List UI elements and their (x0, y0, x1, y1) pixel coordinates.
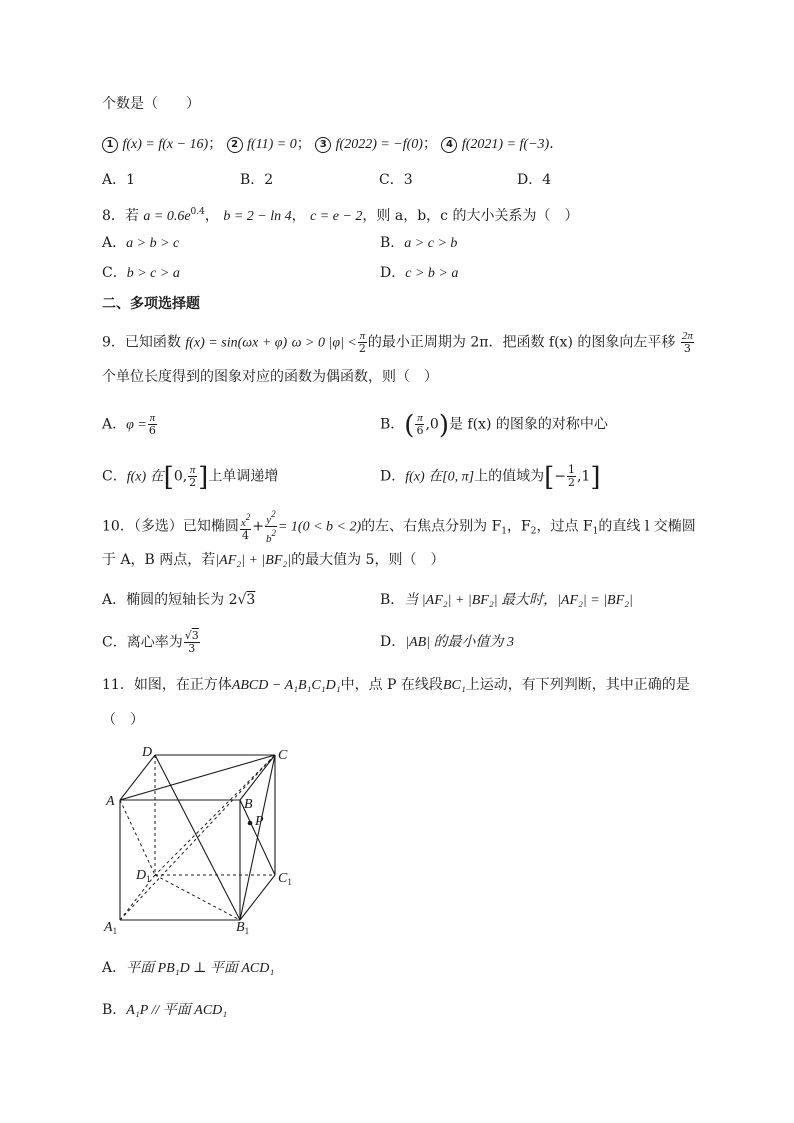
q9-c-text: 上单调递增 (208, 468, 279, 485)
q11-option-b: B．A₁P // 平面 ACD₁ (102, 1002, 228, 1018)
q10-stem: 10．（多选）已知椭圆 $\frac{x^2}{4}$ + $\frac{y^2}{b^2}$ = 1(0 < b < 2)的左、右焦点分别为 $F_1$，$F_2$，过点 $F_1$的直线 l 交椭圆 (102, 509, 696, 545)
q9-c-pre: f(x) 在 (126, 469, 164, 485)
q7-stem-tail: 个数是（ ） (102, 96, 200, 112)
q11-a-text: 平面 PB₁D ⊥ 平面 ACD₁ (126, 961, 275, 976)
label-a: A (106, 794, 115, 809)
separator: ； (422, 136, 437, 152)
q10-text1: 的左、右焦点分别为 F (361, 518, 502, 535)
q10-c-fraction: $\frac{√3}{3}$ (184, 629, 199, 655)
q10-a-text: 椭圆的短轴长为 2 (126, 592, 238, 608)
q8-a-def: a = 0.6e (143, 209, 191, 224)
q9-c-interval: 0, (173, 468, 188, 485)
q9-pi-over-2: $\frac{\pi}{2}$ (358, 330, 366, 355)
diagonal-ac (120, 755, 275, 800)
q9-option-a: A．φ = $\frac{\pi}{6}$ (102, 412, 156, 437)
q8-prefix: 8．若 (102, 208, 139, 224)
q10-a-root: 3 (246, 592, 256, 608)
q9-stem (102, 330, 695, 355)
q10-c-text: 离心率为 (126, 634, 183, 651)
label-a1: $A_1$ (104, 920, 118, 936)
hidden-line-ad1 (120, 800, 155, 875)
q9-stem-line2: 个单位长度得到的图象对应的函数为偶函数，则（ ） (102, 369, 438, 385)
q9-d-interval: [0, π] (442, 469, 475, 485)
q9-option-c: C．f(x) 在[0, $\frac{\pi}{2}$ ]上单调递增 (102, 462, 279, 493)
q10-d-text: |AB| 的最小值为 3 (405, 635, 515, 650)
q7-option-a: A．1 (102, 172, 136, 188)
q9-a-fraction: $\frac{\pi}{6}$ (148, 412, 156, 437)
q8-option-d-text: c > b > a (405, 266, 459, 281)
separator: ； (296, 136, 311, 152)
q9-option-d: D．f(x) 在[0, π]上的值域为[− $\frac{1}{2}$ ,1] (380, 462, 601, 493)
q11-option-a: A．平面 PB₁D ⊥ 平面 ACD₁ (102, 960, 275, 976)
q10-line2-expr: |AF₂| + |BF₂| (215, 553, 292, 568)
q11-cube: ABCD − A₁B₁C₁D₁ (231, 678, 341, 693)
circled-4-icon: 4 (441, 137, 457, 153)
q8-a-exponent: 0.4 (190, 207, 205, 217)
q11-text-b: 中，点 P 在线段 (340, 677, 443, 693)
q8-c-def: c = e − 2 (310, 209, 363, 224)
q8-option-a: A．a > b > c (102, 235, 180, 251)
hidden-line-d1b1 (155, 875, 240, 920)
circled-1-icon: 1 (102, 137, 118, 153)
q7-statement-3: f(2022) = −f(0) (335, 137, 423, 152)
q8-option-d: D．c > b > a (380, 265, 459, 281)
q7-statement-2: f(11) = 0 (247, 137, 297, 152)
q9-prefix: 9．已知函数 (102, 334, 181, 351)
q9-option-b: B．( $\frac{\pi}{6}$ ,0)是 f(x) 的图象的对称中心 (380, 410, 608, 441)
q11-b-text: A₁P // 平面 ACD₁ (126, 1003, 228, 1018)
label-d: D (142, 745, 153, 760)
q10-y-fraction: $\frac{y^2}{b^2}$ (265, 509, 276, 545)
q8-option-c-text: b > c > a (126, 266, 180, 281)
edge-ad (120, 755, 155, 800)
q8-suffix: ，则 a，b，c 的大小关系为（ ） (362, 208, 579, 224)
separator: ； (208, 136, 223, 152)
q9-a-lhs: φ = (126, 417, 147, 433)
q9-b-text: 是 f(x) 的图象的对称中心 (448, 416, 608, 433)
q11-text-c: 上运动，有下列判断，其中正确的是 (465, 677, 690, 693)
q9-b-zero: ,0 (425, 416, 439, 433)
line-db1 (155, 755, 240, 920)
q7-statement-4: f(2021) = f(−3) (461, 137, 550, 152)
q11-text-a: 11．如图，在正方体 (102, 677, 232, 693)
label-b1: $B_1$ (236, 920, 250, 936)
q10-option-a: A．椭圆的短轴长为 2√3 (102, 592, 256, 608)
section-title: 二、多项选择题 (102, 296, 200, 312)
label-p: P (255, 814, 264, 829)
cube-figure (100, 740, 300, 940)
q9-d-tail: ,1 (576, 468, 591, 485)
q8-option-a-text: a > b > c (126, 236, 180, 251)
label-c: C (278, 748, 288, 763)
q11-stem-line2: （ ） (102, 712, 144, 728)
label-d1: $D_1$ (136, 868, 151, 884)
q11-stem (102, 675, 690, 696)
q9-c-fraction: $\frac{\pi}{2}$ (189, 464, 197, 489)
q7-option-d: D．4 (517, 172, 552, 188)
q9-d-mid: 上的值域为 (474, 468, 545, 485)
period: . (549, 136, 554, 152)
q10-line2-b: 的最大值为 5，则（ ） (291, 552, 445, 568)
q10-text4: 的直线 l 交椭圆 (598, 518, 696, 535)
label-b: B (244, 797, 253, 812)
q10-prefix: 10．（多选）已知椭圆 (102, 518, 239, 535)
q8-stem: 8．若 $a = 0.6e^{0.4}$， b = 2 − ln 4， c = e − 2，则 a，b，c 的大小关系为（ ） (102, 207, 579, 224)
q10-text3: ，过点 F (536, 518, 593, 535)
q10-eq-tail: = 1(0 < b < 2) (277, 519, 362, 535)
q9-mid: 的最小正周期为 2π．把函数 f(x) 的图象向左平移 (367, 334, 676, 351)
q10-option-b: B．当 |AF₂| + |BF₂| 最大时，|AF₂| = |BF₂| (380, 592, 633, 608)
q9-d-fraction: $\frac{1}{2}$ (567, 463, 575, 489)
q7-option-b: B．2 (240, 172, 274, 188)
q9-function: f(x) = sin(ωx + φ) (185, 335, 288, 351)
label-c1: $C_1$ (278, 871, 292, 887)
q9-shift-fraction: $\frac{2\pi}{3}$ (681, 330, 693, 355)
q9-condition: ω > 0 |φ| < (291, 335, 357, 351)
circled-2-icon: 2 (227, 137, 243, 153)
q7-option-c: C．3 (379, 172, 413, 188)
q10-option-c: C．离心率为 $\frac{√3}{3}$ (102, 629, 199, 655)
q10-text2: ，F (507, 518, 531, 535)
q7-statement-1: f(x) = f(x − 16) (122, 137, 209, 152)
q8-option-c: C．b > c > a (102, 265, 180, 281)
q10-b-text: 当 |AF₂| + |BF₂| 最大时，|AF₂| = |BF₂| (404, 593, 633, 608)
q10-option-d: D．|AB| 的最小值为 3 (380, 634, 515, 650)
q8-b-def: b = 2 − ln 4 (223, 209, 292, 224)
circled-3-icon: 3 (315, 137, 331, 153)
q8-option-b: B．a > c > b (380, 235, 458, 251)
q9-d-pre: f(x) 在 (405, 469, 443, 485)
q10-stem-line2 (102, 550, 444, 571)
q10-x-fraction: $\frac{x^2}{4}$ (240, 512, 251, 542)
point-p (248, 821, 253, 826)
q11-segment: BC₁ (442, 678, 466, 693)
q9-b-fraction: $\frac{\pi}{6}$ (416, 412, 424, 437)
q7-statements (102, 134, 554, 155)
q8-option-b-text: a > c > b (404, 236, 458, 251)
q10-line2-a: 于 A，B 两点，若 (102, 552, 216, 568)
